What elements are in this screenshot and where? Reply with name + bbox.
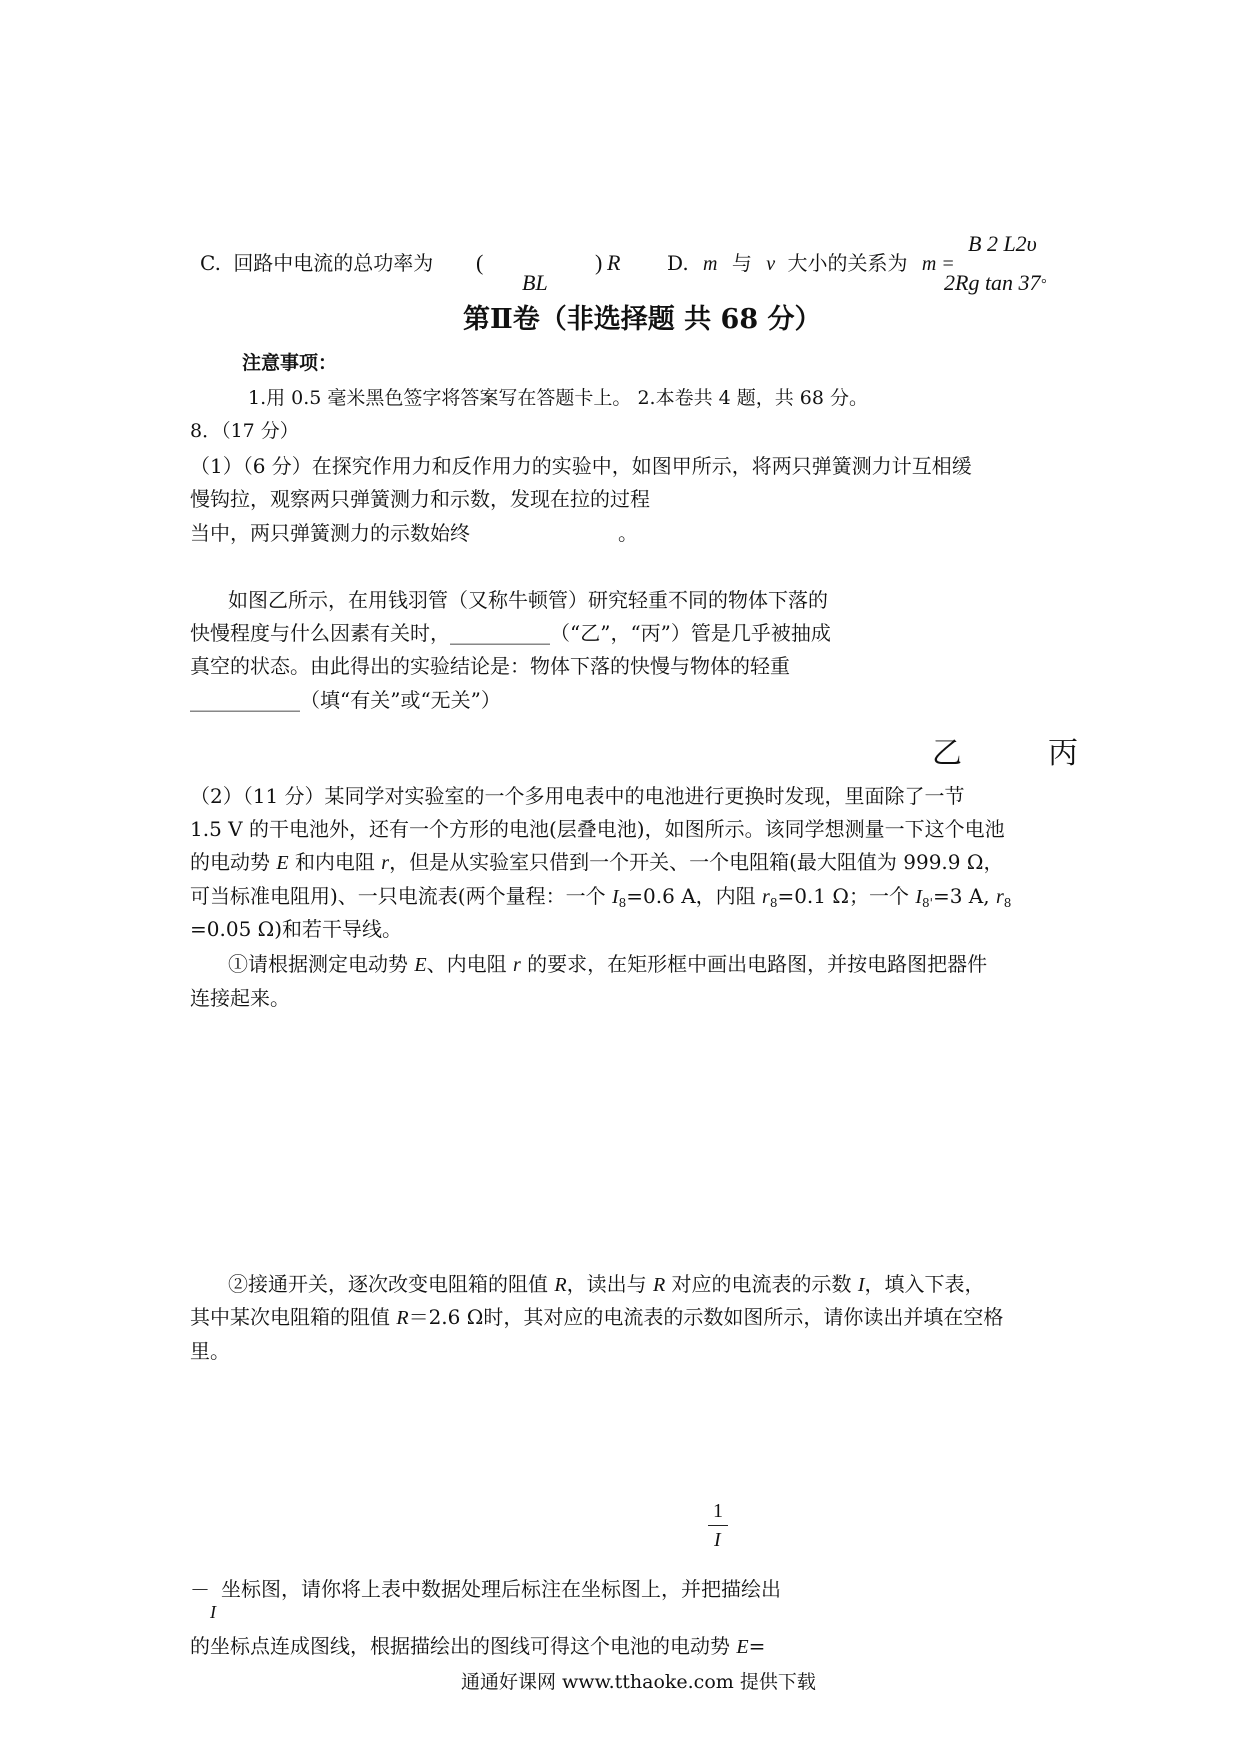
step2-line2-b: ＝2.6 Ω时，其对应的电流表的示数如图所示，请你读出并填在空格 (408, 1305, 1004, 1329)
part2-line3-r: r (381, 852, 390, 874)
option-d-numerator: B 2 L2υ (968, 231, 1037, 256)
step1-line2: 连接起来。 (190, 986, 290, 1010)
step2-line1-i: I (857, 1274, 865, 1296)
step3-line2-b: = (748, 1634, 766, 1658)
option-c-letter: C. (200, 251, 221, 275)
part1-line3-end: 。 (618, 521, 638, 545)
step1-line1-a: ①请根据测定电动势 (228, 952, 408, 976)
figure-label-yi: 乙 (932, 736, 962, 771)
step2-line2-a: 其中某次电阻箱的阻值 (190, 1305, 390, 1329)
step3-line1: 坐标图，请你将上表中数据处理后标注在坐标图上，并把描绘出 (221, 1577, 781, 1601)
step3-line2-e: E (736, 1636, 749, 1658)
option-d-text: 大小的关系为 (787, 251, 908, 275)
fraction-bar (708, 1525, 728, 1526)
part2-line4-i1: I (611, 886, 619, 908)
option-d-m-eq: m = (921, 253, 955, 275)
part1-line1: （1）（6 分）在探究作用力和反作用力的实验中，如图甲所示，将两只弹簧测力计互相缓 (190, 454, 972, 478)
option-d-m: m (703, 253, 718, 275)
step1-line1-c: 的要求，在矩形框中画出电路图，并按电路图把器件 (527, 952, 988, 976)
option-d-degree: ° (1040, 277, 1047, 292)
part2-line1: （2）（11 分）某同学对实验室的一个多用电表中的电池进行更换时发现，里面除了一节 (190, 784, 965, 808)
part2-line4-a: 可当标准电阻用)、一只电流表(两个量程：一个 (190, 884, 606, 908)
part2-line4-r1: r (762, 886, 770, 908)
step1-line1-r: r (512, 954, 521, 976)
option-c-bl: BL (522, 270, 548, 295)
notes-heading: 注意事项： (242, 352, 338, 374)
part1b-line3: 真空的状态。由此得出的实验结论是：物体下落的快慢与物体的轻重 (190, 654, 790, 678)
step2-line1-b: ，读出与 (566, 1272, 647, 1296)
part2-line4-i2: I (915, 886, 922, 908)
option-d-v: v (766, 253, 776, 275)
part2-line4 (190, 886, 1011, 909)
part1-line2: 慢钩拉，观察两只弹簧测力和示数，发现在拉的过程 (190, 487, 650, 511)
step3-dash: － (190, 1578, 210, 1602)
part2-line4-r2: r (995, 886, 1004, 908)
part2-line4-sub1: 8 (618, 896, 627, 910)
section-title: 第Ⅱ卷（非选择题 共 68 分） (463, 304, 822, 335)
step2-line2-r: R (396, 1307, 409, 1329)
step1-line1-b: 、内电阻 (426, 952, 507, 976)
part1b-line4: ___________（填“有关”或“无关”） (190, 688, 501, 712)
part2-line4-sub4: 8 (1003, 896, 1012, 910)
step2-line1-r: R (554, 1274, 567, 1296)
option-c-paren-close: ) (595, 250, 603, 275)
step2-line1-d: ，填入下表， (864, 1272, 985, 1296)
step2-line1-c: 对应的电流表的示数 (671, 1272, 852, 1296)
option-d-denominator (944, 272, 1046, 294)
part2-line3-a: 的电动势 (190, 850, 270, 874)
part2-line3-e: E (276, 852, 289, 874)
fraction-denominator: I (714, 1529, 721, 1551)
step2-line2 (190, 1307, 1003, 1328)
part2-line4-d: =3 A, (932, 884, 990, 908)
option-d-with: 与 (731, 251, 752, 275)
part1b-line2: 快慢程度与什么因素有关时，__________（“乙”，“丙”）管是几乎被抽成 (190, 621, 831, 645)
option-c-text: 回路中电流的总功率为 (233, 251, 434, 275)
step2-line3: 里。 (190, 1339, 230, 1363)
part1b-line1: 如图乙所示，在用钱羽管（又称牛顿管）研究轻重不同的物体下落的 (228, 588, 828, 612)
option-c-paren-open: ( (476, 250, 484, 275)
option-d (667, 253, 955, 274)
part2-line4-sub3: 8' (922, 896, 933, 910)
part2-line4-sub2: 8 (769, 896, 778, 910)
step2-line1-r2: R (652, 1274, 666, 1296)
question-8-header: 8．（17 分） (190, 420, 299, 442)
step1-line1 (228, 954, 987, 975)
footer: 通通好课网 www.tthaoke.com 提供下载 (461, 1671, 816, 1693)
step3-sub-i: I (210, 1602, 216, 1622)
part2-line2: 1.5 V 的干电池外，还有一个方形的电池(层叠电池)，如图所示。该同学想测量一下这个电池 (190, 817, 1005, 841)
figure-label-bing: 丙 (1048, 736, 1078, 771)
option-c-r: R (607, 250, 621, 275)
step2-line1-a: ②接通开关，逐次改变电阻箱的阻值 (228, 1272, 548, 1296)
part2-line3-b: 和内电阻 (294, 850, 375, 874)
part2-line4-c: =0.1 Ω；一个 (777, 884, 909, 908)
option-d-denominator-text: 2Rg tan 37 (944, 270, 1041, 295)
step3-line2-a: 的坐标点连成图线，根据描绘出的图线可得这个电池的电动势 (190, 1634, 730, 1658)
step3-line2 (190, 1636, 765, 1657)
fraction-numerator: 1 (713, 1500, 723, 1522)
part1-line3: 当中，两只弹簧测力的示数始终 (190, 521, 470, 545)
notes-line: 1.用 0.5 毫米黑色签字将答案写在答题卡上。 2.本卷共 4 题，共 68 分。 (248, 387, 869, 409)
step1-line1-e: E (414, 954, 427, 976)
part2-line3 (190, 852, 1003, 873)
part2-line5: =0.05 Ω)和若干导线。 (190, 917, 403, 941)
part2-line4-b: =0.6 A，内阻 (626, 884, 756, 908)
option-d-letter: D. (667, 251, 689, 275)
part2-line3-c: ，但是从实验室只借到一个开关、一个电阻箱(最大阻值为 999.9 Ω， (389, 850, 1004, 874)
step2-line1 (228, 1274, 985, 1295)
option-c (200, 253, 433, 273)
